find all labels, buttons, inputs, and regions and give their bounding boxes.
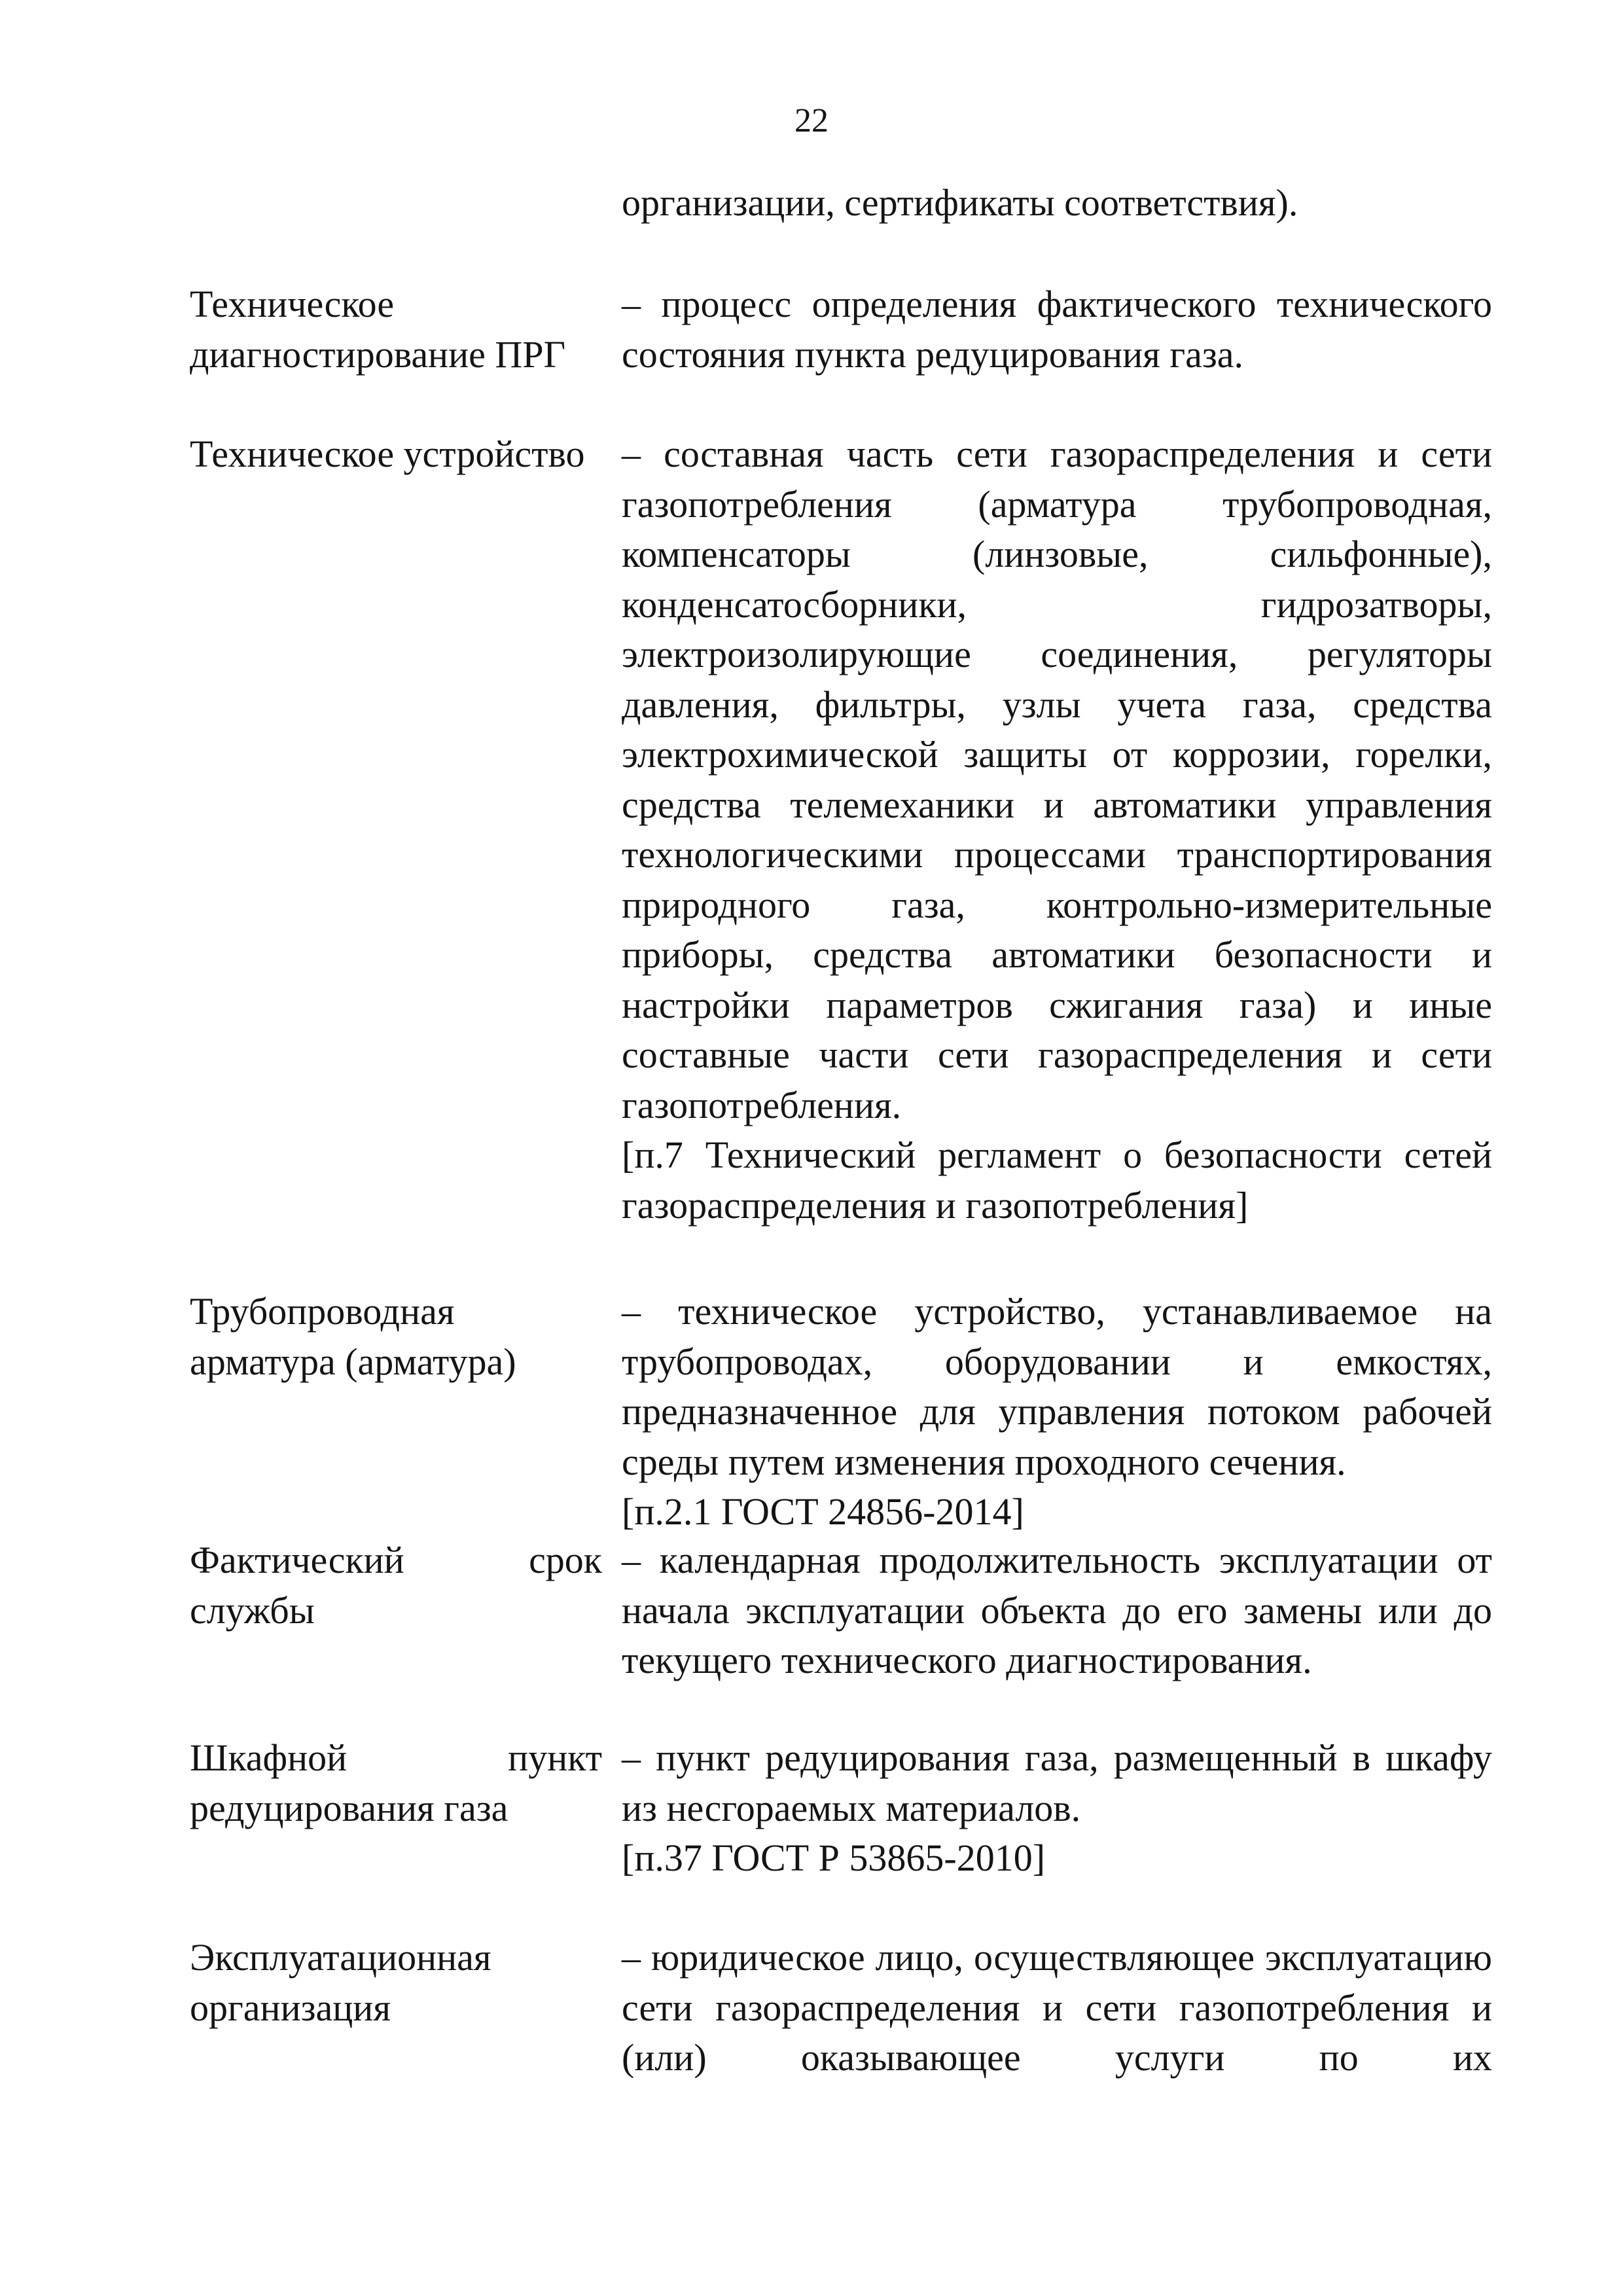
definition-text: – составная часть сети газораспределения и сети газопотребления (арматура трубопроводная, компенсаторы (линзовые, сильфонные), конденсатосборники, гидрозатворы, электроизолирующие соединения, регуляторы давления, фильтры, узлы учета газа, средства электрохимической защиты от коррозии, горелки, средства телемеханики и автоматики управления технологическими процессами транспортирования природного газа, контрольно-измерительные приборы, средства автоматики безопасности и настройки параметров сжигания газа) и иные составные части сети газораспределения и сети газопотребления.	[622, 433, 1492, 1126]
definition-text: – календарная продолжительность эксплуатации от начала эксплуатации объекта до его замены или до текущего технического диагностирования.	[622, 1539, 1492, 1681]
term-line: редуцирования газа	[190, 1786, 508, 1829]
term-line: Трубопроводная	[190, 1290, 455, 1333]
continuation-text: организации, сертификаты соответствия).	[622, 181, 1298, 224]
page-number: 22	[794, 102, 829, 139]
term-line: службы	[190, 1588, 315, 1632]
term	[190, 1733, 602, 1833]
term	[190, 1535, 602, 1636]
definition	[622, 1933, 1492, 2083]
term	[190, 1287, 602, 1387]
definition	[622, 429, 1492, 1230]
term-line	[190, 1733, 602, 1784]
definition	[622, 1733, 1492, 1884]
definition-text: – пункт редуцирования газа, размещенный в шкафу из несгораемых материалов.	[622, 1736, 1492, 1829]
definition	[622, 279, 1492, 380]
definition-text: – юридическое лицо, осуществляющее эксплуатацию сети газораспределения и сети газопотребления и (или) оказывающее услуги по их	[622, 1936, 1492, 2079]
reference: [п.7 Технический регламент о безопасности сетей газораспределения и газопотребления]	[622, 1134, 1492, 1227]
term-line	[190, 1535, 602, 1586]
term	[190, 279, 602, 380]
reference: [п.37 ГОСТ Р 53865-2010]	[622, 1837, 1046, 1879]
term	[190, 429, 602, 480]
term-line: Техническое устройство	[190, 433, 585, 475]
term-line: арматура (арматура)	[190, 1340, 516, 1383]
term-line: Эксплуатационная	[190, 1936, 491, 1979]
definition-text: – техническое устройство, устанавливаемое на трубопроводах, оборудовании и емкостях, предназначенное для управления потоком рабочей среды путем изменения проходного сечения.	[622, 1290, 1492, 1483]
reference: [п.2.1 ГОСТ 24856-2014]	[622, 1490, 1024, 1533]
definition	[622, 1287, 1492, 1537]
definition	[622, 1535, 1492, 1686]
term-line: Техническое	[190, 283, 395, 325]
term	[190, 1933, 602, 2033]
term-word: Фактический срок	[190, 1539, 602, 1581]
term-line: диагностирование ПРГ	[190, 332, 566, 376]
term-word: Шкафной пункт	[190, 1736, 602, 1779]
term-line: организация	[190, 1986, 391, 2029]
definition-text: – процесс определения фактического технического состояния пункта редуцирования газа.	[622, 283, 1492, 376]
